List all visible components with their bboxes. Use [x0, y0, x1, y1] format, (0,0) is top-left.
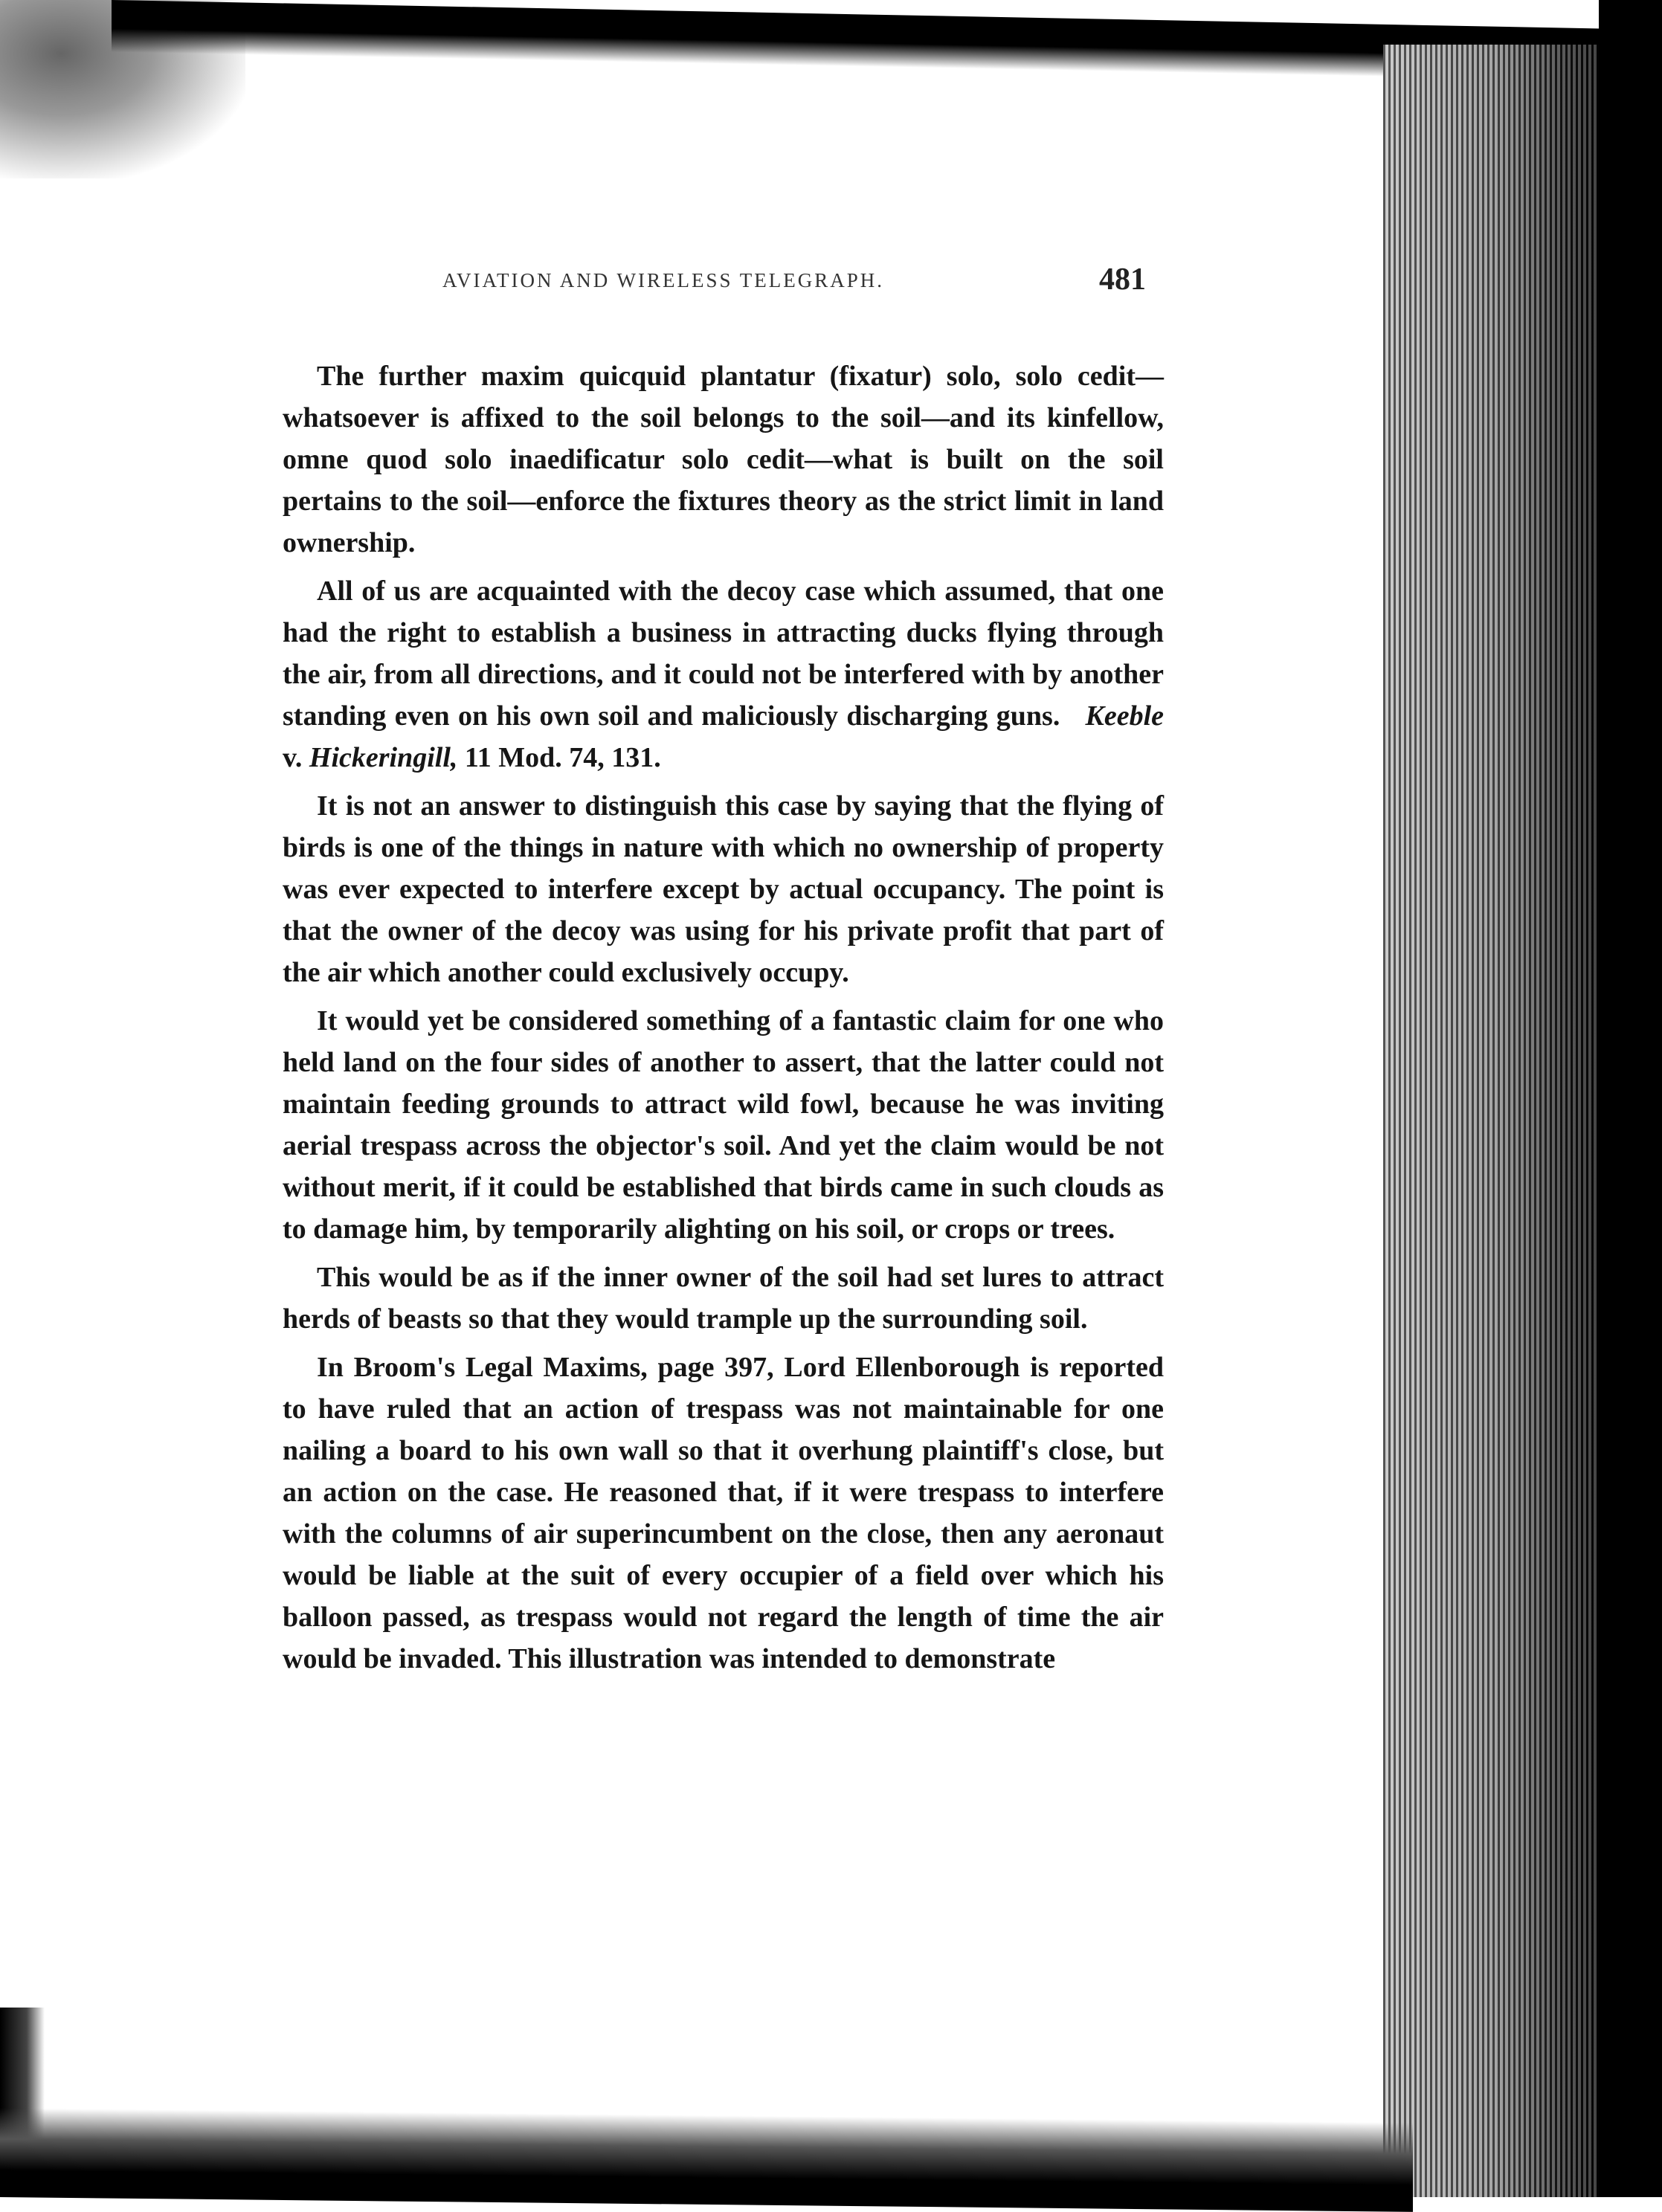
paragraph-inner-owner: This would be as if the inner owner of the soil had set lures to attract herds of beasts so that they would trample up the surrounding soil.: [283, 1262, 1164, 1335]
page-number: 481: [1099, 262, 1146, 297]
paragraph-fixtures-maxim: The further maxim quicquid plantatur (fixatur) solo, solo cedit—whatsoever is affixed to the soil belongs to the soil—and its kinfellow, omne quod solo inaedificatur solo cedit—what is built on the soil pertains to the soil—enforce the fixtures theory as the strict limit in land ownership.: [283, 361, 1164, 558]
case-citation-reporter: 11 Mod. 74, 131.: [464, 742, 661, 773]
paragraph-flying-birds: It is not an answer to distinguish this case by saying that the flying of birds is one of the things in nature with which no ownership of property was ever expected to interfere except by actual occupancy. The point is that the owner of the decoy was using for his private profit that part of the air which another could exclusively occupy.: [283, 790, 1164, 988]
decoy-case-text: All of us are acquainted with the decoy case which assumed, that one had the right to establish a business in attracting ducks flying through the air, from all directions, and it could not be interfered with by another standing even on his own soil and maliciously discharging guns.: [283, 575, 1164, 732]
running-head: AVIATION AND WIRELESS TELEGRAPH.: [442, 269, 885, 291]
paragraph-decoy-case: [283, 570, 1164, 778]
paragraph-brooms-maxims: In Broom's Legal Maxims, page 397, Lord Ellenborough is reported to have ruled that an action of trespass was not maintainable for one nailing a board to his own wall so that it overhung plaintiff's close, but an action on the case. He reasoned that, if it were trespass to interfere with the columns of air superincumbent on the close, then any aeronaut would be liable at the suit of every occupier of a field over which his balloon passed, as trespass would not regard the length of time the air would be invaded. This illustration was intended to demonstrate: [283, 1352, 1164, 1674]
case-citation-defendant: Hickeringill,: [309, 742, 458, 773]
body-text: [283, 355, 1164, 1686]
case-citation-versus: v.: [283, 742, 303, 773]
case-citation-plaintiff: Keeble: [1085, 700, 1164, 732]
paragraph-fantastic-claim: It would yet be considered something of a fantastic claim for one who held land on the four sides of another to assert, that the latter could not maintain feeding grounds to attract wild fowl, because he was inviting aerial trespass across the objector's soil. And yet the claim would be not without merit, if it could be established that birds came in such clouds as to damage him, by temporarily alighting on his soil, or crops or trees.: [283, 1005, 1164, 1245]
scan-border-right: [1599, 0, 1662, 2197]
scan-border-bottom: [0, 2108, 1413, 2212]
